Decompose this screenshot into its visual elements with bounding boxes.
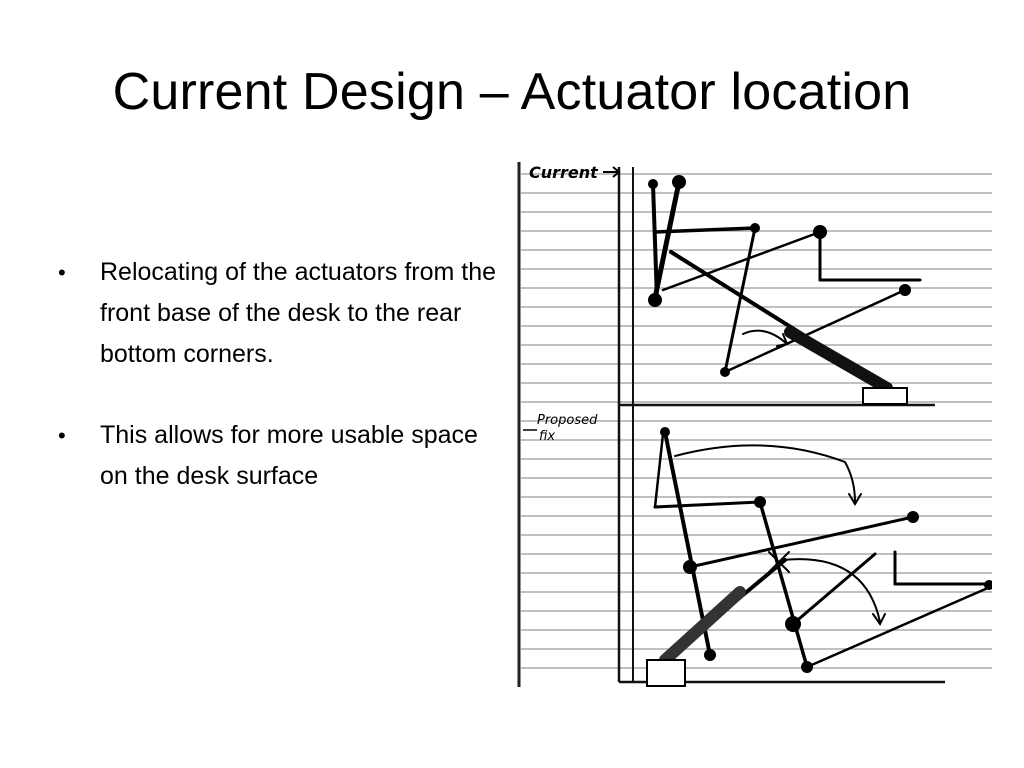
current-design-linkage [653, 182, 920, 404]
label-current: Current [529, 163, 598, 182]
label-fix: fix [539, 429, 556, 444]
bullet-text: This allows for more usable space on the desk surface [100, 421, 478, 490]
bullet-marker: • [58, 260, 66, 285]
bullet-marker: • [58, 423, 66, 448]
bullet-text: Relocating of the actuators from the front base of the desk to the rear bottom corners. [100, 258, 497, 368]
bullet-item [58, 252, 498, 375]
bullet-list [58, 252, 498, 537]
label-proposed: Proposed [537, 413, 598, 428]
sketch-drawing [515, 162, 992, 687]
arrow-icon [603, 167, 619, 177]
proposed-design-linkage [647, 432, 990, 686]
slide-title: Current Design – Actuator location [112, 63, 912, 121]
hand-drawn-sketch [515, 162, 992, 687]
proposed-design-joints [660, 427, 992, 673]
bullet-item [58, 415, 498, 497]
